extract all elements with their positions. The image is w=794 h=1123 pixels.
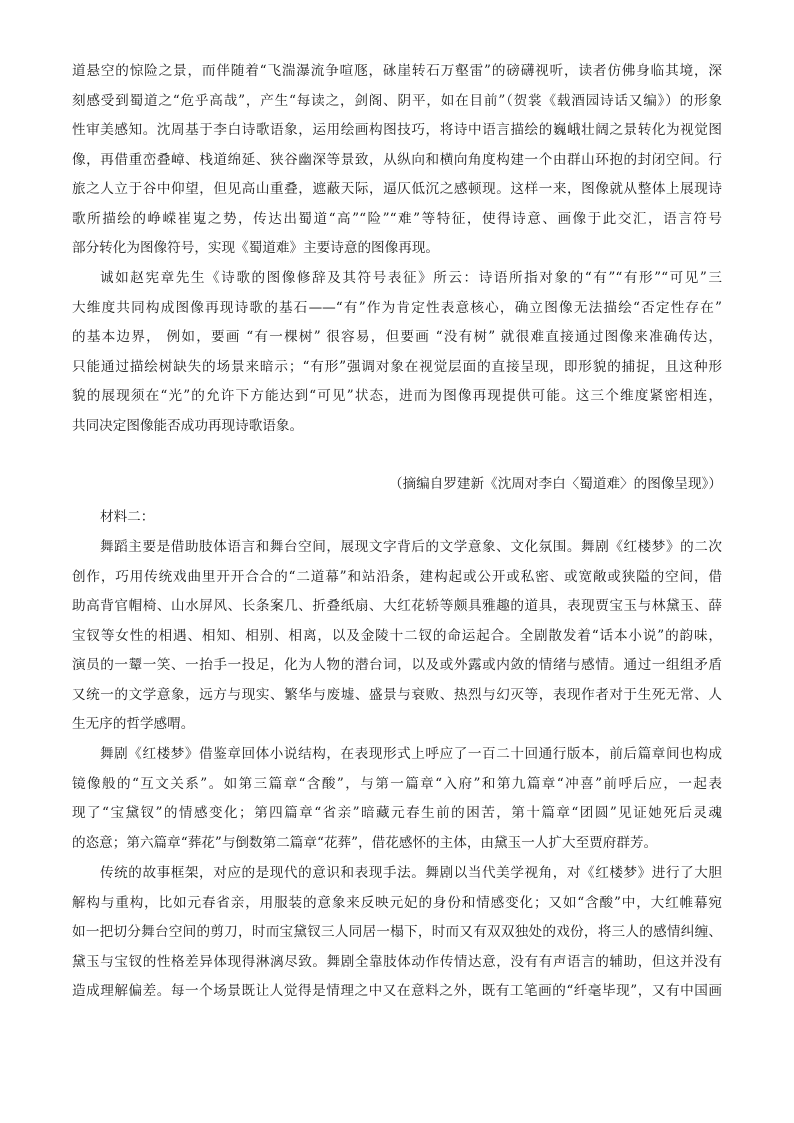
- text-line: 舞剧《红楼梦》借鉴章回体小说结构，在表现形式上呼应了一百二十回通行版本，前后篇章间也构成: [100, 746, 722, 762]
- text-line: 貌的展现须在“光”的允许下方能达到“可见”状态，进而为图像再现提供可能。这三个维度紧密相连，: [72, 388, 722, 404]
- source-citation: [72, 470, 722, 500]
- text-line: 刻感受到蜀道之“危乎高哉”，产生“每读之，剑阁、阴平，如在目前”（贺裳《载酒园诗话又编》）的形象: [72, 92, 722, 109]
- citation-text: （摘编自罗建新《沈周对李白〈蜀道难〉的图像呈现》）: [388, 476, 722, 492]
- text-line: 部分转化为图像符号，实现《蜀道难》主要诗意的图像再现。: [72, 240, 440, 256]
- text-line: 解构与重构，比如元春省亲，用服装的意象来反映元妃的身份和情感变化；又如“含酸”中，大红帷幕宛: [72, 894, 722, 911]
- material-two-heading: 材料二：: [100, 509, 155, 525]
- text-line: 助高背官帽椅、山水屏风、长条案几、折叠纸扇、大红花轿等颇具雅趣的道具，表现贾宝玉与林黛玉、薛: [72, 598, 722, 614]
- paragraph-2: [72, 264, 722, 441]
- text-line: 镜像般的“互文关系”。如第三篇章“含酸”，与第一篇章“入府”和第九篇章“冲喜”前呼后应，一起表: [72, 775, 722, 792]
- section-heading: [72, 503, 722, 533]
- text-line: 共同决定图像能否成功再现诗歌语象。: [72, 417, 304, 434]
- text-line: 像，再借重峦叠嶂、栈道绵延、狭谷幽深等景致，从纵向和横向角度构建一个由群山环抱的封闭空间。行: [72, 151, 722, 168]
- text-line: 现了“宝黛钗”的情感变化；第四篇章“省亲”暗藏元春生前的困苦，第十篇章“团圆”见证她死后灵魂: [72, 805, 722, 821]
- text-line: 诚如赵宪章先生《诗歌的图像修辞及其符号表征》所云：诗语所指对象的“有”“有形”“可见”三: [100, 270, 722, 286]
- paragraph-3: [72, 533, 722, 740]
- text-line: 宝钗等女性的相遇、相知、相别、相离，以及金陵十二钗的命运起合。全剧散发着“话本小说”的韵味，: [72, 627, 722, 644]
- text-line: 黛玉与宝钗的性格差异体现得淋漓尽致。舞剧全靠肢体动作传情达意，没有有声语言的辅助，但这并没有: [72, 953, 722, 970]
- text-line: 舞蹈主要是借助肢体语言和舞台空间，展现文字背后的文学意象、文化氛围。舞剧《红楼梦》的二次: [100, 539, 722, 555]
- paragraph-4: [72, 740, 722, 858]
- text-line: 传统的故事框架，对应的是现代的意识和表现手法。舞剧以当代美学视角，对《红楼梦》进行了大胆: [100, 865, 722, 881]
- text-line: 的恣意；第六篇章“葬花”与倒数第二篇章“花葬”，借花感怀的主体，由黛玉一人扩大至贾府群芳。: [72, 834, 658, 851]
- text-line: 大维度共同构成图像再现诗歌的基石——“有”作为肯定性表意核心，确立图像无法描绘“否定性存在”: [72, 299, 722, 316]
- text-line: 的基本边界， 例如，要画 “有一棵树” 很容易，但要画 “没有树” 就很难直接通过图像来准确传达，: [72, 329, 722, 345]
- text-line: 道悬空的惊险之景，而伴随着“飞湍瀑流争喧豗，砯崖转石万壑雷”的磅礴视听，读者仿佛身临其境，深: [72, 63, 722, 79]
- paragraph-1: [72, 57, 722, 264]
- text-line: 创作，巧用传统戏曲里开开合合的“二道幕”和站沿条，建构起或公开或私密、或宽敞或狭隘的空间，借: [72, 568, 722, 585]
- text-line: 歌所描绘的峥嵘崔嵬之势，传达出蜀道“高”“险”“难”等特征，使得诗意、画像于此交汇，语言符号: [72, 210, 722, 227]
- text-line: 如一把切分舞台空间的剪刀，时而宝黛钗三人同居一榻下，时而又有双双独处的戏份，将三人的感情纠缠、: [72, 924, 722, 940]
- text-line: 性审美感知。沈周基于李白诗歌语象，运用绘画构图技巧，将诗中语言描绘的巍峨壮阔之景转化为视觉图: [72, 122, 722, 138]
- text-line: 演员的一颦一笑、一抬手一投足，化为人物的潜台词，以及或外露或内敛的情绪与感情。通过一组组矛盾: [72, 657, 722, 673]
- text-line: 只能通过描绘树缺失的场景来暗示；“有形”强调对象在视觉层面的直接呈现，即形貌的捕捉，且这种形: [72, 358, 722, 375]
- text-line: 生无序的哲学感喟。: [72, 716, 195, 732]
- text-line: 旅之人立于谷中仰望，但见高山重叠，遮蔽天际，逼仄低沉之感顿现。这样一来，图像就从整体上展现诗: [72, 181, 722, 197]
- text-line: 又统一的文学意象，远方与现实、繁华与废墟、盛景与衰败、热烈与幻灭等，表现作者对于生死无常、人: [72, 686, 722, 703]
- text-line: 造成理解偏差。每一个场景既让人觉得是情理之中又在意料之外，既有工笔画的“纤毫毕现”，又有中国画: [72, 983, 722, 999]
- paragraph-5: [72, 859, 722, 1007]
